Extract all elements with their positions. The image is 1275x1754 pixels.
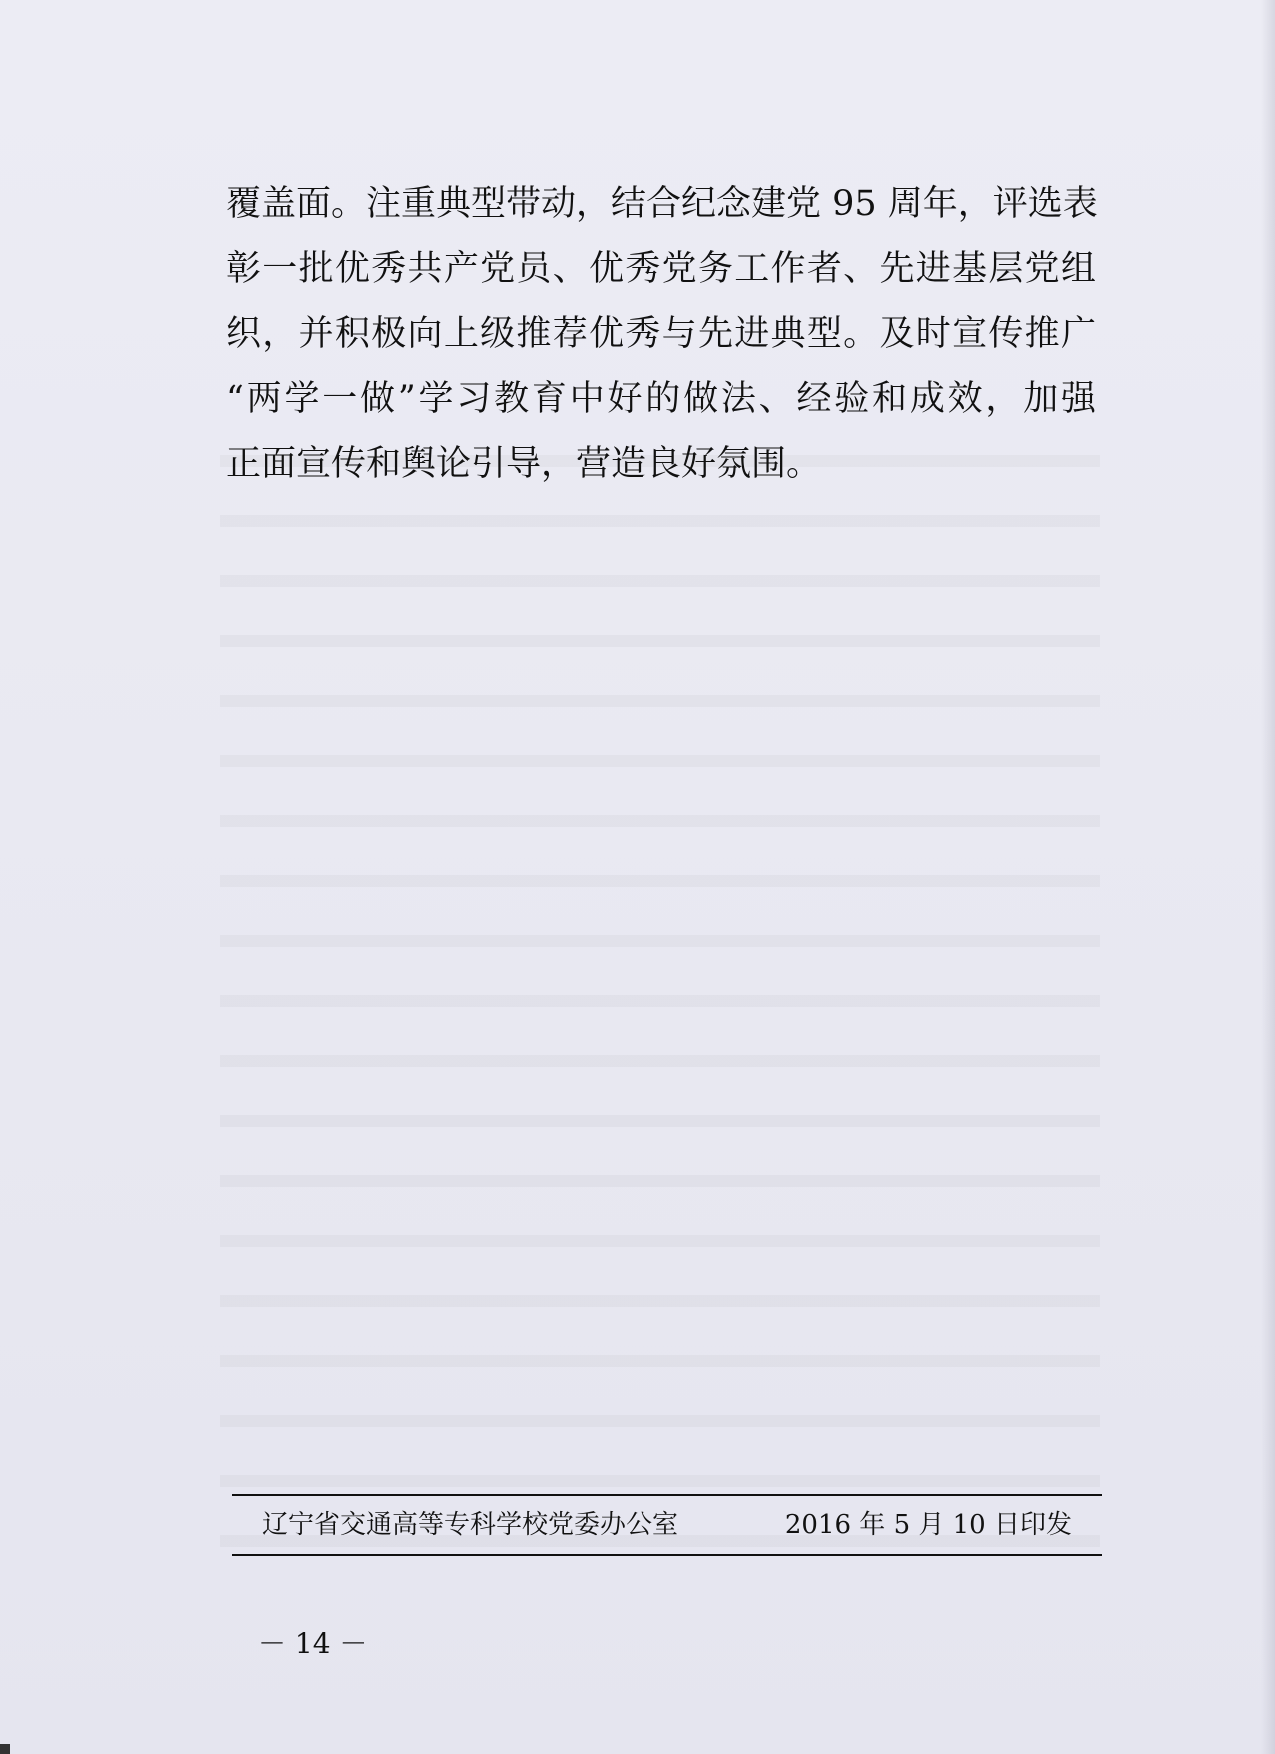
paragraph-line: 织，并积极向上级推荐优秀与先进典型。及时宣传推广 [226, 314, 1096, 354]
paragraph-line: 覆盖面。注重典型带动，结合纪念建党 95 周年，评选表 [226, 184, 1098, 224]
page-number: － 14 － [258, 1627, 368, 1660]
body-paragraph [226, 172, 1096, 497]
issuance-footer [232, 1494, 1102, 1556]
scan-edge-shadow [1261, 0, 1275, 1754]
bleed-through-text [220, 415, 1100, 1565]
issuer-name: 辽宁省交通高等专科学校党委办公室 [262, 1510, 679, 1540]
issue-date: 2016 年 5 月 10 日印发 [784, 1510, 1072, 1540]
scan-corner-mark [0, 1744, 10, 1754]
paragraph-line: 彰一批优秀共产党员、优秀党务工作者、先进基层党组 [226, 249, 1096, 289]
paragraph-line: 正面宣传和舆论引导，营造良好氛围。 [226, 444, 822, 484]
paragraph-line: “两学一做”学习教育中好的做法、经验和成效，加强 [226, 379, 1096, 419]
